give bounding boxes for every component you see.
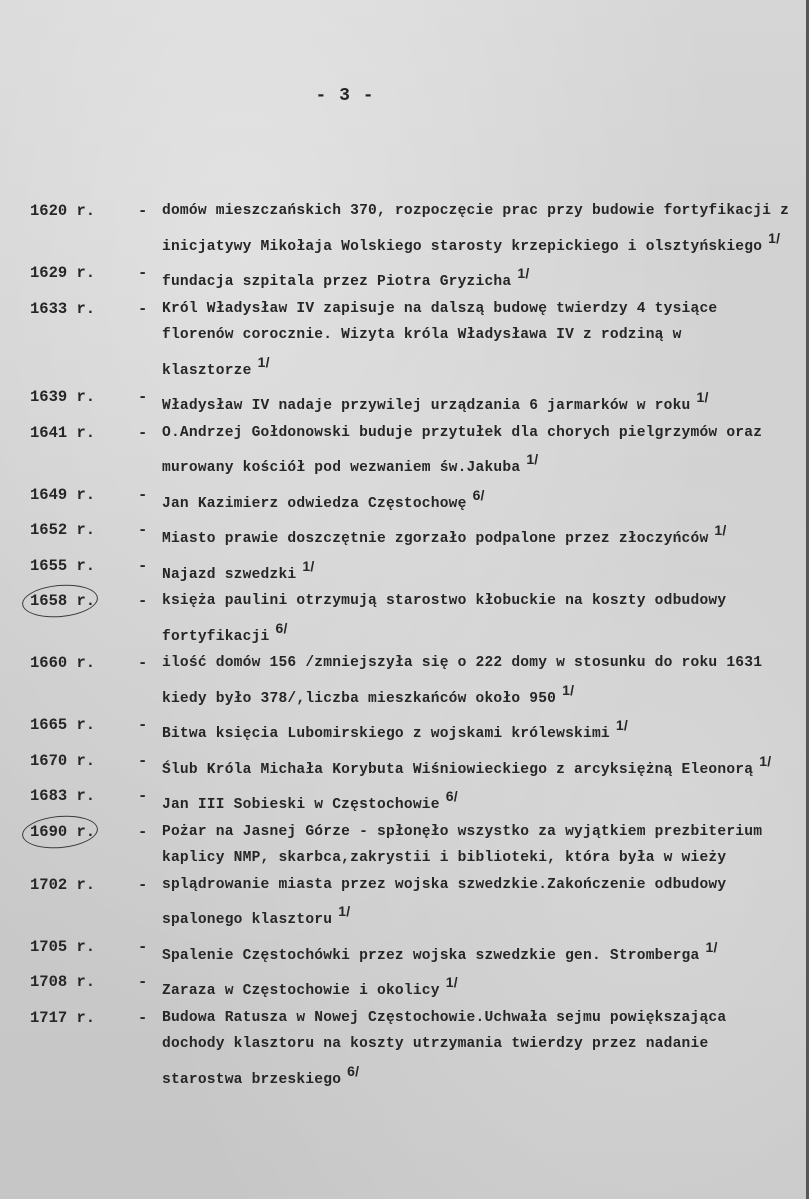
chronology-entry — [30, 783, 800, 819]
entry-text — [162, 872, 800, 934]
chronology-entry — [30, 934, 800, 970]
entry-year — [30, 712, 138, 739]
entry-text — [162, 260, 800, 296]
entry-year — [30, 934, 138, 961]
chronology-entry — [30, 198, 800, 260]
footnote-ref: 1/ — [526, 451, 539, 467]
entry-year-label: 1649 r. — [30, 485, 96, 504]
entry-dash: - — [138, 521, 148, 539]
entry-year — [30, 969, 138, 996]
footnote-ref: 6/ — [445, 788, 458, 804]
entry-year — [30, 872, 138, 899]
footnote-ref: 1/ — [705, 938, 718, 955]
entry-text — [162, 384, 800, 420]
entry-dash: - — [138, 592, 148, 610]
entry-text — [162, 819, 800, 872]
entry-year-label: 1660 r. — [30, 654, 96, 672]
chronology-entry — [30, 588, 800, 650]
footnote-ref: 1/ — [338, 903, 351, 919]
entry-text — [162, 553, 800, 589]
entry-dash: - — [138, 875, 148, 894]
chronology-entry — [30, 482, 800, 518]
entry-text — [162, 517, 800, 553]
entry-text-body: Jan Kazimierz odwiedza Częstochowę — [162, 495, 467, 512]
entry-dash: - — [138, 787, 148, 805]
footnote-ref: 1/ — [696, 389, 709, 405]
footnote-ref: 1/ — [714, 522, 727, 538]
entry-text-body: Miasto prawie doszczętnie zgorzało podpalone przez złoczyńców — [162, 531, 709, 547]
chronology-entry — [30, 553, 800, 589]
entry-text — [162, 712, 800, 748]
entry-dash: - — [138, 751, 148, 770]
entry-year-label: 1717 r. — [30, 1008, 96, 1027]
entry-text-body: Spalenie Częstochówki przez wojska szwedzkie gen. Stromberga — [162, 947, 700, 964]
entry-text-body: Władysław IV nadaje przywilej urządzania 6 jarmarków w roku — [162, 398, 691, 414]
entry-text-body: O.Andrzej Gołdonowski buduje przytułek dla chorych pielgrzymów oraz murowany kościół pod wezwaniem św.Jakuba — [162, 424, 763, 476]
entry-text-body: splądrowanie miasta przez wojska szwedzkie.Zakończenie odbudowy spalonego klasztoru — [162, 876, 727, 928]
entry-text-body: Jan III Sobieski w Częstochowie — [162, 797, 440, 813]
entry-text — [162, 1005, 800, 1094]
handwritten-circle-mark — [21, 812, 99, 851]
entry-text — [162, 588, 800, 650]
entry-text-body: Bitwa księcia Lubomirskiego z wojskami królewskimi — [162, 726, 610, 742]
entry-year-label: 1633 r. — [30, 299, 96, 318]
entry-year — [30, 783, 138, 810]
entry-dash: - — [138, 556, 148, 575]
footnote-ref: 1/ — [517, 265, 530, 281]
entry-year — [30, 296, 138, 323]
entry-year — [30, 553, 138, 580]
entry-text-body: domów mieszczańskich 370, rozpoczęcie prac przy budowie fortyfikacji z inicjatywy Mikołaja Wolskiego starosty krzepickiego i olsztyńskiego — [162, 203, 790, 255]
entry-text-body: Pożar na Jasnej Górze - spłonęło wszystko za wyjątkiem prezbiterium kaplicy NMP, skarbca,zakrystii i biblioteki, która była w wieży — [162, 823, 763, 866]
entry-text-body: ilość domów 156 /zmniejszyła się o 222 domy w stosunku do roku 1631 kiedy było 378/,liczba mieszkańców około 950 — [162, 655, 763, 707]
entry-dash: - — [138, 299, 148, 318]
entry-year-label: 1639 r. — [30, 388, 96, 406]
entry-dash: - — [138, 937, 148, 956]
entry-year-label: 1641 r. — [30, 423, 96, 442]
footnote-ref: 1/ — [445, 974, 458, 990]
footnote-ref: 1/ — [302, 557, 315, 574]
entry-year — [30, 384, 138, 411]
entry-text-body: Najazd szwedzki — [162, 566, 297, 583]
footnote-ref: 6/ — [275, 619, 288, 636]
footnote-ref: 1/ — [562, 681, 575, 698]
entry-text — [162, 934, 800, 970]
entry-year-label: 1620 r. — [30, 202, 96, 220]
chronology-entry — [30, 1005, 800, 1094]
entry-year-label: 1658 r. — [30, 592, 96, 610]
entry-text — [162, 783, 800, 819]
footnote-ref: 6/ — [472, 486, 485, 503]
chronology-entry — [30, 296, 800, 385]
entry-year-label: 1683 r. — [30, 787, 96, 805]
footnote-ref: 1/ — [615, 717, 628, 733]
entry-text — [162, 650, 800, 712]
chronology-entry — [30, 819, 800, 872]
entry-year-label: 1690 r. — [30, 822, 96, 841]
entry-year — [30, 260, 138, 287]
entry-dash: - — [138, 1008, 148, 1027]
entry-year-label: 1705 r. — [30, 937, 96, 956]
entry-dash: - — [138, 388, 148, 406]
chronology-entry — [30, 420, 800, 482]
entry-year-label: 1702 r. — [30, 875, 96, 894]
chronology-entry — [30, 384, 800, 420]
entry-dash: - — [138, 654, 148, 672]
entry-text — [162, 482, 800, 518]
entry-text — [162, 969, 800, 1005]
footnote-ref: 1/ — [768, 229, 781, 246]
footnote-ref: 1/ — [257, 353, 270, 370]
footnote-ref: 6/ — [347, 1062, 360, 1079]
entry-text — [162, 198, 800, 260]
entry-year — [30, 1005, 138, 1032]
chronology-entry — [30, 969, 800, 1005]
entry-text — [162, 420, 800, 482]
entry-year — [30, 748, 138, 775]
entry-dash: - — [138, 202, 148, 220]
entry-year — [30, 517, 138, 544]
page-number: - 3 - — [315, 86, 375, 106]
entry-year — [30, 482, 138, 509]
entry-year-label: 1670 r. — [30, 751, 96, 770]
entry-text-body: Ślub Króla Michała Korybuta Wiśniowieckiego z arcyksiężną Eleonorą — [162, 761, 754, 778]
entry-dash: - — [138, 822, 148, 841]
entry-dash: - — [138, 264, 148, 282]
entry-text-body: księża paulini otrzymują starostwo kłobuckie na koszty odbudowy fortyfikacji — [162, 593, 727, 645]
entry-year-label: 1655 r. — [30, 556, 96, 575]
chronology-entry — [30, 748, 800, 784]
entry-dash: - — [138, 973, 148, 991]
chronology-entry — [30, 872, 800, 934]
chronology-entry — [30, 517, 800, 553]
entry-year — [30, 588, 138, 615]
chronology-list — [30, 198, 800, 1093]
entry-year-label: 1665 r. — [30, 716, 96, 734]
entry-text — [162, 296, 800, 385]
entry-year — [30, 819, 138, 846]
entry-year-label: 1629 r. — [30, 264, 96, 282]
entry-text-body: fundacja szpitala przez Piotra Gryzicha — [162, 274, 512, 290]
entry-year — [30, 650, 138, 677]
chronology-entry — [30, 712, 800, 748]
entry-dash: - — [138, 485, 148, 504]
entry-year-label: 1708 r. — [30, 973, 96, 991]
entry-dash: - — [138, 423, 148, 442]
entry-text-body: Budowa Ratusza w Nowej Częstochowie.Uchwała sejmu powiększająca dochody klasztoru na koszty utrzymania twierdzy przez nadanie starostwa brzeskiego — [162, 1009, 727, 1088]
chronology-entry — [30, 650, 800, 712]
footnote-ref: 1/ — [759, 752, 772, 769]
entry-year — [30, 198, 138, 225]
entry-text-body: Król Władysław IV zapisuje na dalszą budowę twierdzy 4 tysiące florenów corocznie. Wizyta króla Władysława IV z rodziną w klasztorze — [162, 300, 718, 379]
entry-dash: - — [138, 716, 148, 734]
entry-text — [162, 748, 800, 784]
chronology-entry — [30, 260, 800, 296]
entry-year — [30, 420, 138, 447]
entry-text-body: Zaraza w Częstochowie i okolicy — [162, 983, 440, 999]
entry-year-label: 1652 r. — [30, 521, 96, 539]
handwritten-circle-mark — [21, 582, 99, 621]
